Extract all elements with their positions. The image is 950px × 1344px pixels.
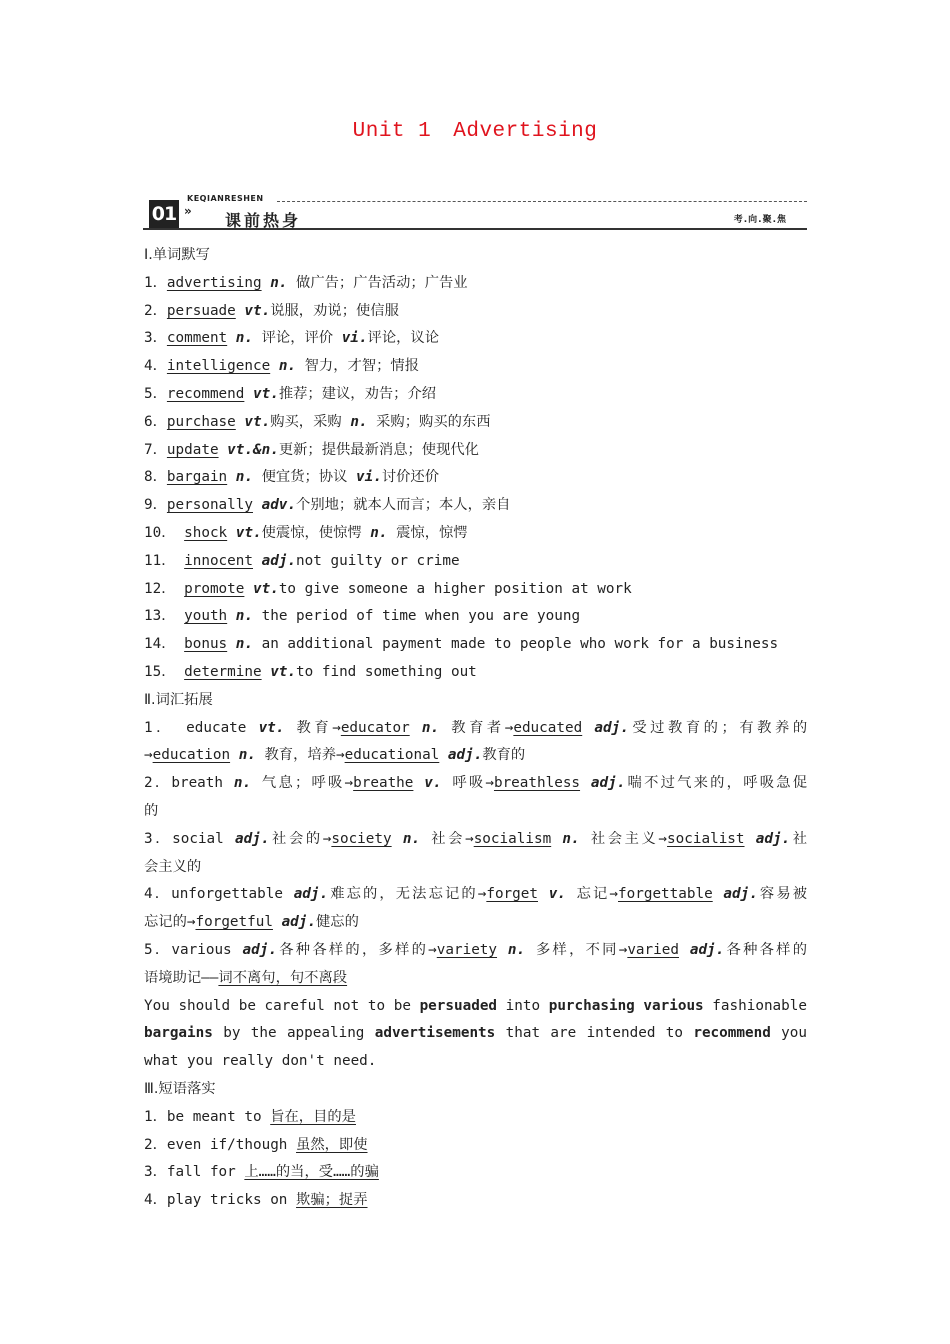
answer-phrase: 虽然，即使 [296,1136,368,1153]
context-memo-underlined: 词不离句，句不离段 [218,969,348,986]
list-item: 1．be meant to 旨在，目的是 [144,1108,356,1125]
worksheet-body [144,242,807,1215]
answer-word: comment [166,330,228,347]
answer-word: personally [166,497,253,514]
list-item: 10． shock vt.使震惊，使惊愕 n. 震惊，惊愕 [144,524,468,541]
answer-word: update [166,441,219,458]
list-item: 14． bonus n. an additional payment made to people who work for a business [144,636,779,653]
list-item: 7．update vt.&n.更新；提供最新消息；使现代化 [144,441,479,458]
answer-word: breathless [493,775,581,792]
answer-word: bonus [184,636,228,653]
part1-heading: Ⅰ.单词默写 [144,247,210,263]
list-item-continued: 的 [144,802,159,819]
double-chevron-icon: » [184,204,192,218]
list-item: 4．play tricks on 欺骗；捉弄 [144,1192,368,1209]
answer-word: purchase [166,413,236,430]
answer-word: innocent [184,552,253,569]
answer-word: advertising [166,274,262,291]
answer-word: promote [184,580,245,597]
section-header [143,194,807,234]
list-item: 13． youth n. the period of time when you are young [144,608,581,625]
answer-word: education [152,747,231,764]
answer-word: educational [344,747,440,764]
part3-heading: Ⅲ.短语落实 [144,1080,216,1097]
answer-phrase: 欺骗；捉弄 [296,1192,368,1209]
header-rule [143,228,807,230]
list-item: 9．personally adv.个别地；就本人而言；本人，亲自 [144,497,511,514]
answer-phrase: 旨在，目的是 [270,1108,356,1125]
section-number-badge: 01 [149,200,179,228]
list-item: 5．recommend vt.推荐；建议，劝告；介绍 [144,385,437,402]
list-item: 1．advertising n. 做广告；广告活动；广告业 [144,274,468,291]
answer-word: persuade [166,302,236,319]
list-item: 4．intelligence n. 智力，才智；情报 [144,358,420,375]
answer-word: educator [340,719,410,736]
list-item: 2．persuade vt.说服，劝说；使信服 [144,302,399,319]
list-item: 4．unforgettable adj.难忘的，无法忘记的→forget v. 忘记→forgettable adj.容易被 [144,886,808,903]
part2-heading: Ⅱ.词汇拓展 [144,691,213,708]
list-item: 3．comment n. 评论，评价 vi.评论，议论 [144,330,440,347]
section-pinyin: KEQIANRESHEN [187,194,264,203]
list-item: 8．bargain n. 便宜货；协议 vi.讨价还价 [144,469,440,486]
answer-word: shock [184,524,228,541]
title-topic: Advertising [453,120,598,143]
answer-word: varied [627,941,679,958]
list-item: 15． determine vt.to find something out [144,663,477,680]
answer-word: forget [486,886,538,903]
answer-word: youth [184,608,228,625]
answer-phrase: 上……的当，受……的骗 [244,1164,379,1181]
list-item: 1． educate vt. 教育→educator n. 教育者→educated adj.受过教育的；有教养的 [144,719,808,736]
context-memo-label: 语境助记——词不离句，句不离段 [144,969,348,986]
list-item-continued: 会主义的 [144,858,202,875]
list-item: 2．even if/though 虽然，即使 [144,1136,368,1153]
list-item: 5．various adj.各种各样的，多样的→variety n. 多样，不同→varied adj.各种各样的 [144,941,808,958]
answer-word: forgetful [195,914,273,931]
answer-word: breathe [353,775,414,792]
list-item: 3．social adj.社会的→society n. 社会→socialism n. 社会主义→socialist adj.社 [144,830,808,847]
list-item: 12． promote vt.to give someone a higher position at work [144,580,632,597]
list-item: 11． innocent adj.not guilty or crime [144,552,460,569]
section-title: 课前热身 [225,211,302,230]
section-tagline: 考.向.聚.焦 [733,215,787,225]
list-item-continued: →education n. 教育，培养→educational adj.教育的 [144,747,526,764]
header-dashed-line [277,201,807,202]
context-paragraph: You should be careful not to be persuaded into purchasing various fashionable bargains by the appealing advertisements that are intended to recommend you what you really don't need. [144,997,807,1070]
list-item: 2．breath n. 气息；呼吸→breathe v. 呼吸→breathless adj.喘不过气来的，呼吸急促 [144,775,808,792]
answer-word: socialism [473,830,552,847]
list-item: 6．purchase vt.购买，采购 n. 采购；购买的东西 [144,413,491,430]
answer-word: forgettable [618,886,713,903]
answer-word: society [331,830,392,847]
answer-word: socialist [667,830,745,847]
page-title [0,120,950,143]
answer-word: educated [513,719,583,736]
title-unit: Unit 1 [352,120,432,143]
answer-word: bargain [166,469,228,486]
answer-word: variety [436,941,498,958]
list-item-continued: 忘记的→forgetful adj.健忘的 [144,914,359,931]
answer-word: recommend [166,385,245,402]
answer-word: determine [184,663,262,680]
list-item: 3．fall for 上……的当，受……的骗 [144,1164,379,1181]
answer-word: intelligence [166,358,271,375]
